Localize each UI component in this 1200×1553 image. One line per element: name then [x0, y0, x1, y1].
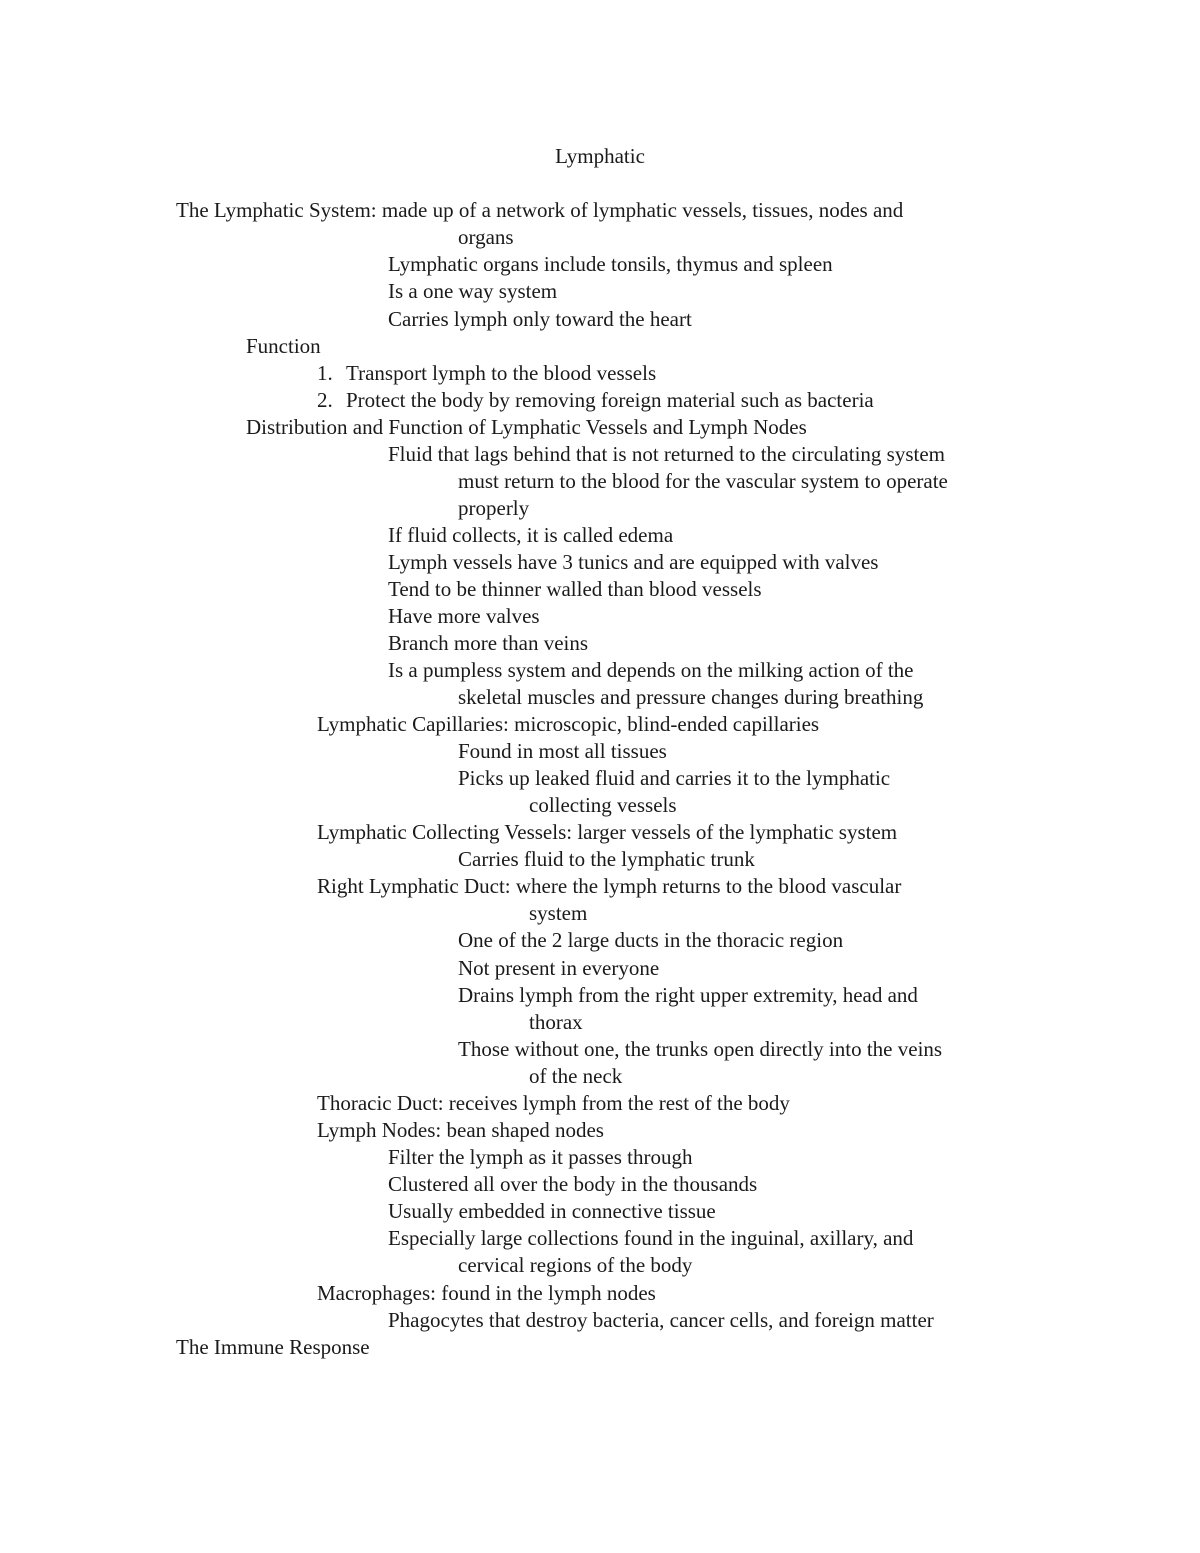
text-line: Is a pumpless system and depends on the milking action of the	[388, 658, 914, 682]
text-line: Have more valves	[388, 604, 540, 628]
text-line: properly	[458, 496, 530, 520]
text-line: Carries fluid to the lymphatic trunk	[458, 847, 755, 871]
text-line: of the neck	[529, 1064, 623, 1088]
subsection-heading: Thoracic Duct: receives lymph from the rest of the body	[317, 1091, 790, 1115]
text-line: organs	[458, 225, 514, 249]
text-line: Picks up leaked fluid and carries it to the lymphatic	[458, 766, 891, 790]
text-line: cervical regions of the body	[458, 1253, 693, 1277]
text-line: Filter the lymph as it passes through	[388, 1145, 693, 1169]
page-title: Lymphatic	[555, 144, 645, 168]
text-line: Fluid that lags behind that is not returned to the circulating system	[388, 442, 945, 466]
text-line: collecting vessels	[529, 793, 677, 817]
text-line: The Lymphatic System: made up of a network of lymphatic vessels, tissues, nodes and	[176, 198, 904, 222]
text-line: One of the 2 large ducts in the thoracic region	[458, 928, 844, 952]
section-heading: Function	[246, 334, 321, 358]
text-line: Branch more than veins	[388, 631, 589, 655]
text-line: Clustered all over the body in the thousands	[388, 1172, 758, 1196]
text-line: Especially large collections found in the inguinal, axillary, and	[388, 1226, 914, 1250]
text-line: Tend to be thinner walled than blood vessels	[388, 577, 762, 601]
text-line: Lymphatic organs include tonsils, thymus and spleen	[388, 252, 833, 276]
text-line: Found in most all tissues	[458, 739, 667, 763]
list-number: 2.	[317, 388, 333, 412]
text-line: Lymph vessels have 3 tunics and are equipped with valves	[388, 550, 879, 574]
text-line: Those without one, the trunks open directly into the veins	[458, 1037, 943, 1061]
section-heading: The Immune Response	[176, 1335, 370, 1359]
text-line: skeletal muscles and pressure changes during breathing	[458, 685, 924, 709]
text-line: Drains lymph from the right upper extremity, head and	[458, 983, 918, 1007]
text-line: thorax	[529, 1010, 583, 1034]
subsection-heading: Lymphatic Collecting Vessels: larger vessels of the lymphatic system	[317, 820, 898, 844]
subsection-heading: Macrophages: found in the lymph nodes	[317, 1281, 656, 1305]
text-line: Usually embedded in connective tissue	[388, 1199, 716, 1223]
text-line: Phagocytes that destroy bacteria, cancer cells, and foreign matter	[388, 1308, 934, 1332]
subsection-heading: Lymphatic Capillaries: microscopic, blind-ended capillaries	[317, 712, 820, 736]
text-line: Is a one way system	[388, 279, 558, 303]
subsection-heading: Lymph Nodes: bean shaped nodes	[317, 1118, 604, 1142]
list-number: 1.	[317, 361, 333, 385]
text-line: must return to the blood for the vascular system to operate	[458, 469, 948, 493]
text-line: system	[529, 901, 588, 925]
section-heading: Distribution and Function of Lymphatic Vessels and Lymph Nodes	[246, 415, 807, 439]
text-line: Carries lymph only toward the heart	[388, 307, 692, 331]
list-item: Protect the body by removing foreign material such as bacteria	[346, 388, 874, 412]
text-line: If fluid collects, it is called edema	[388, 523, 674, 547]
list-item: Transport lymph to the blood vessels	[346, 361, 657, 385]
text-line: Not present in everyone	[458, 956, 660, 980]
subsection-heading: Right Lymphatic Duct: where the lymph returns to the blood vascular	[317, 874, 902, 898]
